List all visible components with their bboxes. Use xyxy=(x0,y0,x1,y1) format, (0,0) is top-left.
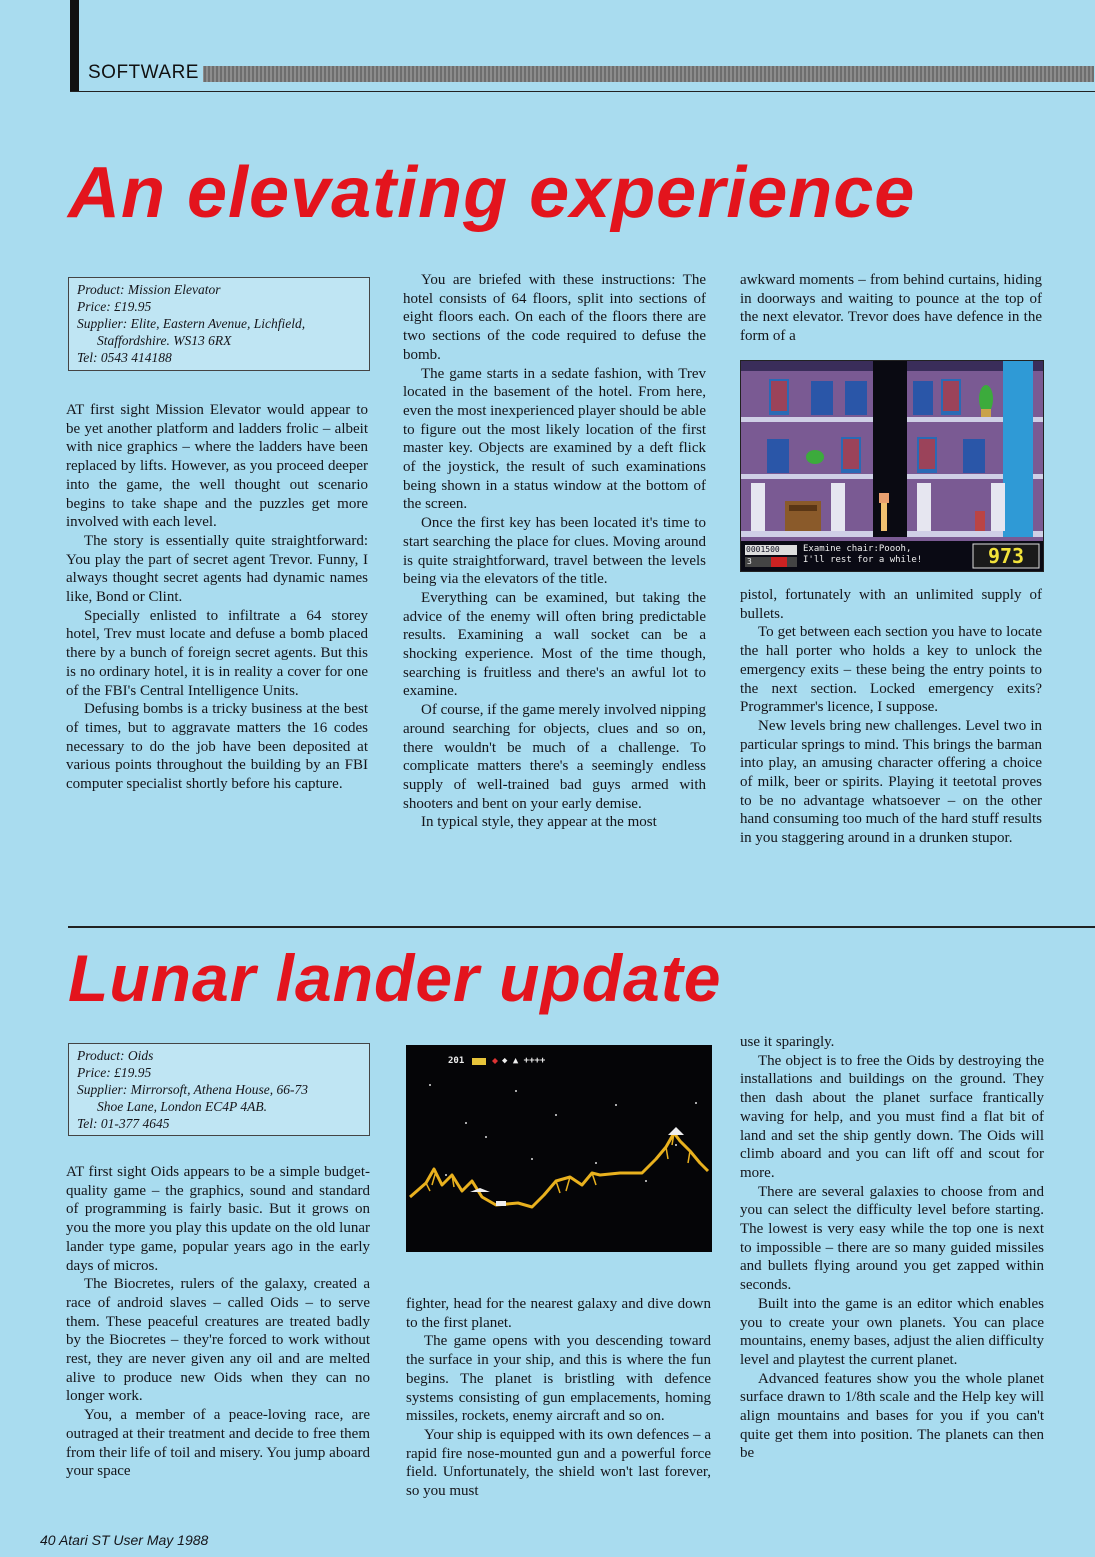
paragraph: You, a member of a peace-loving race, are outraged at their treatment and decide to free them from their life of toil and misery. You jump aboard your space xyxy=(66,1407,370,1480)
paragraph: Advanced features show you the whole planet surface drawn to 1/8th scale and the Help key will align mountains and bases for you if you can't quite get them into position. The planets can then be xyxy=(740,1370,1044,1462)
supplier-tel: Tel: 01-377 4645 xyxy=(77,1116,170,1131)
mission-elevator-screenshot xyxy=(740,360,1044,572)
paragraph: Of course, if the game merely involved nipping around searching for objects, clues and so on, there wouldn't be much of a challenge. To complicate matters there's a seemingly endless supply of well-trained bad guys armed with shooters and bent on your early demise. xyxy=(403,702,706,812)
section-marker-bar xyxy=(70,0,79,92)
oids-screenshot xyxy=(406,1045,712,1252)
product-name: Product: Oids xyxy=(77,1048,154,1063)
section-header-stripe xyxy=(200,66,1094,82)
oids-hud-score: 201 xyxy=(448,1056,465,1066)
supplier-line-1: Supplier: Mirrorsoft, Athena House, 66-73 xyxy=(77,1082,308,1097)
game-score: 0001500 xyxy=(746,545,780,554)
article-2-headline: Lunar lander update xyxy=(68,941,722,1015)
article-divider xyxy=(68,926,1095,928)
article-2-column-1 xyxy=(66,1163,370,1481)
oids-hud-status: ◆ ▲ ++++ xyxy=(502,1056,546,1066)
supplier-line-1: Supplier: Elite, Eastern Avenue, Lichfield, xyxy=(77,316,306,331)
product-price: Price: £19.95 xyxy=(77,299,152,314)
paragraph: Built into the game is an editor which enables you to create your own planets. You can place mountains, enemy bases, adjust the alien difficulty level and playtest the current planet. xyxy=(740,1295,1044,1368)
article-2-column-3 xyxy=(740,1033,1044,1463)
paragraph: Once the first key has been located it's time to start searching the place for clues. Moving around is quite straightforward, travel between the levels being via the elevators of the title. xyxy=(403,515,706,588)
article-1-column-2 xyxy=(403,271,706,832)
product-price: Price: £19.95 xyxy=(77,1065,152,1080)
supplier-line-2: Shoe Lane, London EC4P 4AB. xyxy=(97,1099,267,1114)
section-label: SOFTWARE xyxy=(88,62,203,84)
paragraph: awkward moments – from behind curtains, hiding in doorways and waiting to pounce at the top of the next elevator. Trevor does have defence in the form of a xyxy=(740,272,1042,345)
game-scene xyxy=(406,1045,712,1252)
paragraph: There are several galaxies to choose from and you can select the difficulty level before starting. The lowest is very easy while the top one is next to impossible – there are so many guided missiles and bullets flying around you get zapped within seconds. xyxy=(740,1183,1044,1294)
paragraph: The story is essentially quite straightforward: You play the part of secret agent Trevor. Funny, I always thought secret agents had dynamic names like, Bond or Clint. xyxy=(66,532,368,606)
paragraph: The game starts in a sedate fashion, with Trev located in the basement of the hotel. From here, even the most inexperienced player should be able to figure out the most likely location of the first master key. Objects are examined by a deft flick of the joystick, the result of such examinations being shown in a status window at the bottom of the screen. xyxy=(403,365,706,513)
article-1-info-box xyxy=(68,277,370,371)
paragraph: Your ship is equipped with its own defences – a rapid fire nose-mounted gun and a powerful force field. Unfortunately, the shield won't last forever, so you must xyxy=(406,1426,711,1500)
paragraph: The Biocretes, rulers of the galaxy, created a race of android slaves – called Oids – to serve them. These peaceful creatures are treated badly by the Biocretes – they're forced to work without rest, they are never given any oil and are melted alive to produce new Oids when they can no longer work. xyxy=(66,1276,370,1405)
game-scene xyxy=(741,361,1043,571)
game-status-line-2: I'll rest for a while! xyxy=(803,555,923,565)
paragraph: You are briefed with these instructions: The hotel consists of 64 floors, split into sections of eight floors each. On each of the floors there are two sections of the code required to defuse the bomb. xyxy=(403,272,706,363)
page-footer: 40 Atari ST User May 1988 xyxy=(40,1532,209,1548)
paragraph: use it sparingly. xyxy=(740,1034,835,1050)
paragraph: pistol, fortunately with an unlimited supply of bullets. xyxy=(740,587,1042,622)
paragraph: New levels bring new challenges. Level two in particular springs to mind. This brings the barman into play, an amusing character offering a choice of milk, beer or spirits. Playing it teetotal proves to be no advantage whatsoever – on the other hand consuming too much of the hard stuff results in you staggering around in a drunken stupor. xyxy=(740,717,1042,847)
paragraph: Specially enlisted to infiltrate a 64 storey hotel, Trev must locate and defuse a bomb placed there by a bunch of foreign secret agents. But this is no ordinary hotel, it is in reality a cover for one of the FBI's Central Intelligence Units. xyxy=(66,607,368,699)
article-1-column-1 xyxy=(66,401,368,794)
header-rule xyxy=(70,91,1095,92)
game-timer: 973 xyxy=(987,544,1025,568)
article-2-column-2 xyxy=(406,1295,711,1501)
paragraph: The object is to free the Oids by destroying the installations and buildings on the ground. They then dash about the planet surface frantically waving for help, and you must find a flat bit of land and set the ship gently down. The Oids will climb aboard and you can lift off and scout for more. xyxy=(740,1052,1044,1181)
supplier-line-2: Staffordshire. WS13 6RX xyxy=(97,333,232,348)
game-status-line-1: Examine chair:Poooh, xyxy=(803,544,912,554)
game-lives: 3 xyxy=(747,557,752,566)
article-1-column-3-top xyxy=(740,271,1042,346)
paragraph: AT first sight Mission Elevator would appear to be yet another platform and ladders frolic – albeit with nice graphics – where the ladders have been replaced by lifts. However, as you proceed deeper into the game, the well thought out scenario begins to take shape and the puzzles get more involved with each level. xyxy=(66,402,368,531)
article-1-headline: An elevating experience xyxy=(68,153,916,233)
supplier-tel: Tel: 0543 414188 xyxy=(77,350,172,365)
product-name: Product: Mission Elevator xyxy=(77,282,221,297)
article-2-info-box xyxy=(68,1043,370,1136)
paragraph: Defusing bombs is a tricky business at the best of times, but to aggravate matters the 16 codes necessary to do the job have been deposited at various points throughout the building by an FBI computer specialist shortly before his capture. xyxy=(66,701,368,793)
paragraph: To get between each section you have to locate the hall porter who holds a key to unlock the emergency exits – these being the entry points to the next section. Locked emergency exits? Programmer's licence, I suppose. xyxy=(740,624,1042,716)
article-1-column-3-bottom xyxy=(740,586,1042,848)
paragraph: Everything can be examined, but taking the advice of the enemy will often bring predictable results. Examining a wall socket can be a shocking experience. Most of the time though, searching is fruitless and there's an awful lot to examine. xyxy=(403,589,706,700)
paragraph: The game opens with you descending toward the surface in your ship, and this is where the fun begins. The planet is bristling with defence systems consisting of gun emplacements, homing missiles, rockets, enemy aircraft and so on. xyxy=(406,1333,711,1425)
paragraph: fighter, head for the nearest galaxy and dive down to the first planet. xyxy=(406,1296,711,1331)
paragraph: In typical style, they appear at the most xyxy=(421,814,657,831)
paragraph: AT first sight Oids appears to be a simple budget-quality game – the graphics, sound and standard of programming is fairly basic. But it grows on you the more you play this update on the old lunar lander type game, popular years ago in the early days of micros. xyxy=(66,1164,370,1274)
